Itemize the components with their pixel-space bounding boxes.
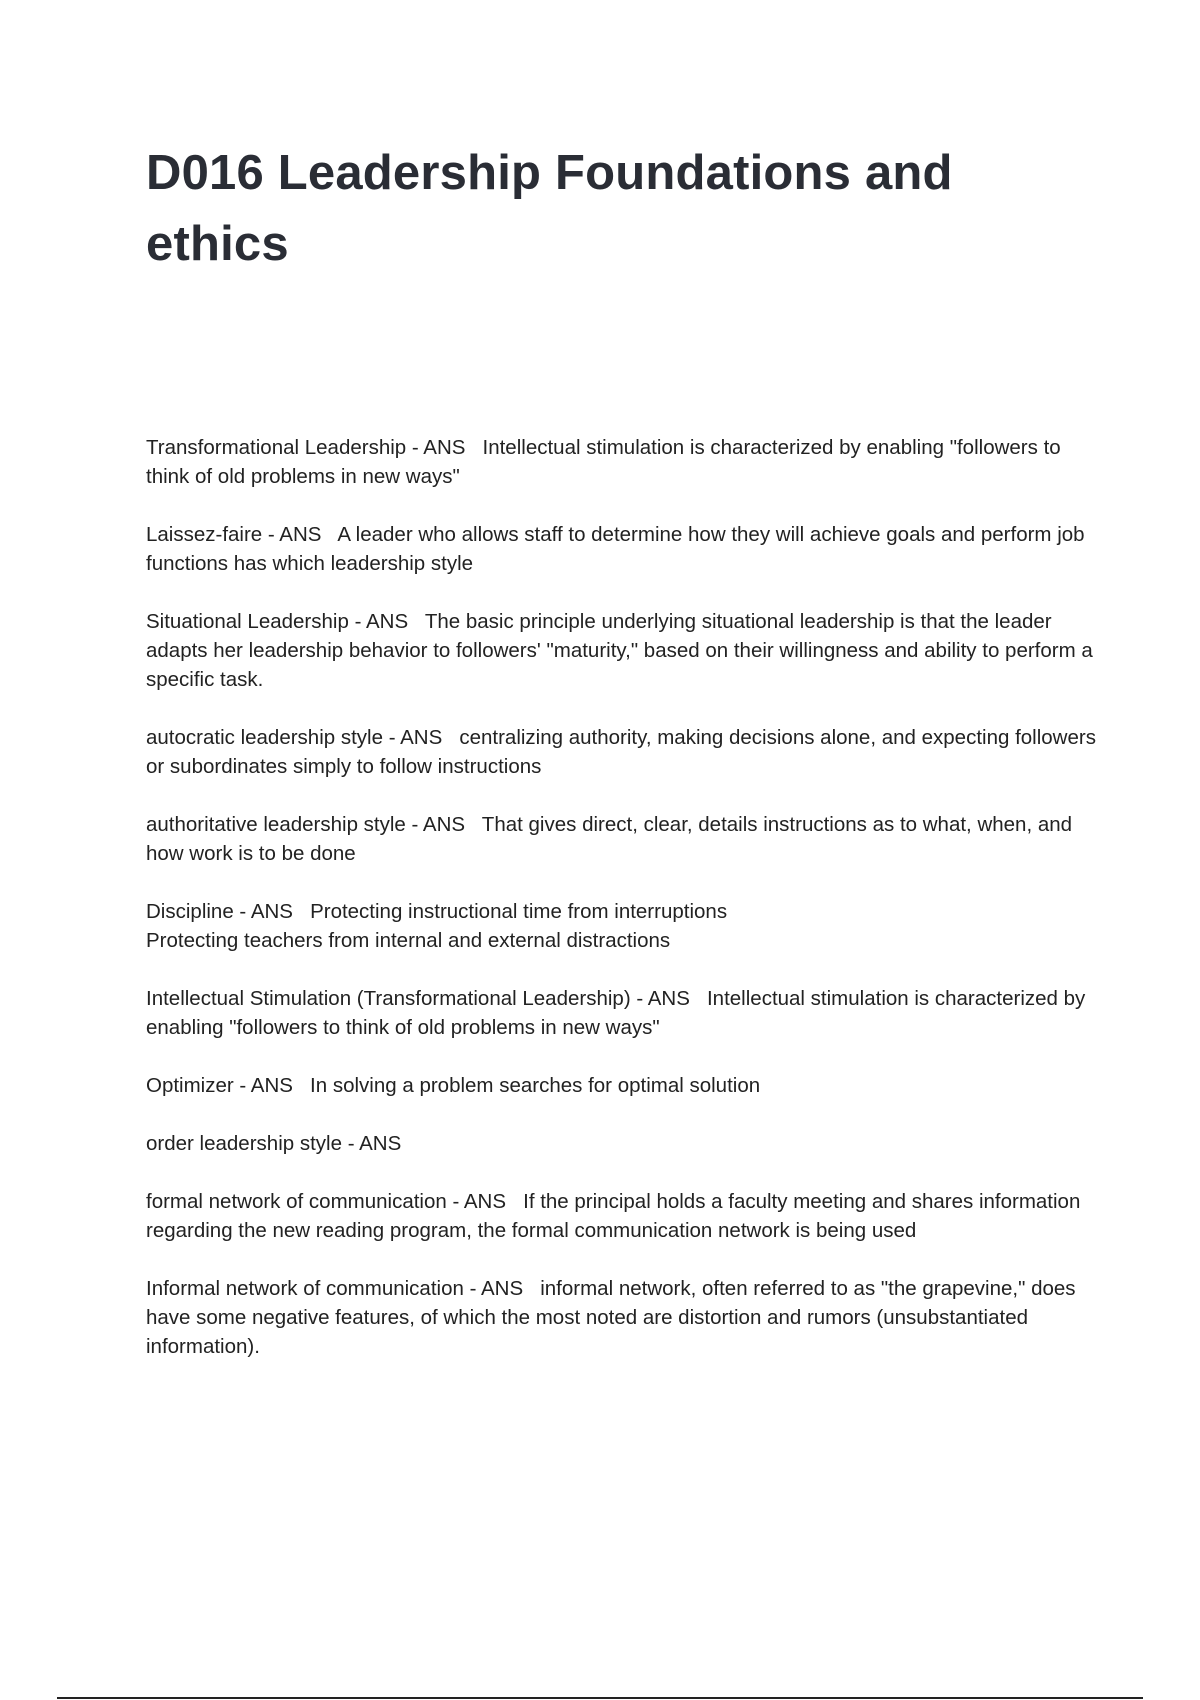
document-title: D016 Leadership Foundations and ethics [146,146,953,271]
list-item [146,1274,1096,1361]
list-item [146,1129,1096,1158]
list-item [146,723,1102,781]
entry-separator: - ANS [348,610,425,633]
entry-term: Situational Leadership [146,610,349,633]
entry-separator: - ANS [446,1190,524,1213]
list-item [146,897,1096,955]
entry-term: autocratic leadership style [146,726,384,749]
entry-separator: - ANS [383,726,460,749]
entry-list [146,433,1102,1390]
entry-separator: - ANS [342,1132,419,1155]
list-item [146,1071,1096,1100]
list-item [146,810,1096,868]
entry-separator: - ANS [405,813,482,836]
entry-answer: That gives direct, clear, details instructions as to what, when, and how work is to be done [146,813,1078,865]
entry-answer: If the principal holds a faculty meeting and shares information regarding the new reading program, the formal communication network is being used [146,1190,1087,1242]
entry-answer: A leader who allows staff to determine how they will achieve goals and perform job functions has which leadership style [146,523,1091,575]
list-item [146,1187,1096,1245]
entry-term: Discipline [146,900,234,923]
entry-separator: - ANS [233,1074,311,1097]
entry-separator: - ANS [463,1277,541,1300]
entry-term: Informal network of communication [146,1277,464,1300]
list-item [146,520,1096,578]
entry-answer: In solving a problem searches for optimal solution [310,1074,761,1097]
entry-answer: Protecting instructional time from interruptions Protecting teachers from internal and external distractions [146,900,728,952]
entry-answer: Intellectual stimulation is characterized by enabling "followers to think of old problems in new ways" [146,987,1091,1039]
list-item [146,984,1096,1042]
entry-separator: - ANS [262,523,338,546]
footer-divider [57,1697,1143,1699]
list-item [146,433,1096,491]
entry-answer: informal network, often referred to as "the grapevine," does have some negative features, of which the most noted are distortion and rumors (unsubstantiated information). [146,1277,1082,1358]
entry-term: Intellectual Stimulation (Transformational Leadership) [146,987,631,1010]
entry-answer: centralizing authority, making decisions alone, and expecting followers or subordinates simply to follow instructions [146,726,1102,778]
entry-separator: - ANS [406,436,483,459]
entry-term: Optimizer [146,1074,234,1097]
entry-term: authoritative leadership style [146,813,406,836]
entry-separator: - ANS [630,987,707,1010]
entry-term: Transformational Leadership [146,436,407,459]
entry-separator: - ANS [233,900,311,923]
entry-term: Laissez-faire [146,523,263,546]
entry-term: order leadership style [146,1132,342,1155]
entry-answer: The basic principle underlying situational leadership is that the leader adapts her leadership behavior to followers' "maturity," based on their willingness and ability to perform a specific task. [146,610,1099,691]
entry-term: formal network of communication [146,1190,447,1213]
entry-answer: Intellectual stimulation is characterized by enabling "followers to think of old problems in new ways" [146,436,1067,488]
list-item [146,607,1099,694]
